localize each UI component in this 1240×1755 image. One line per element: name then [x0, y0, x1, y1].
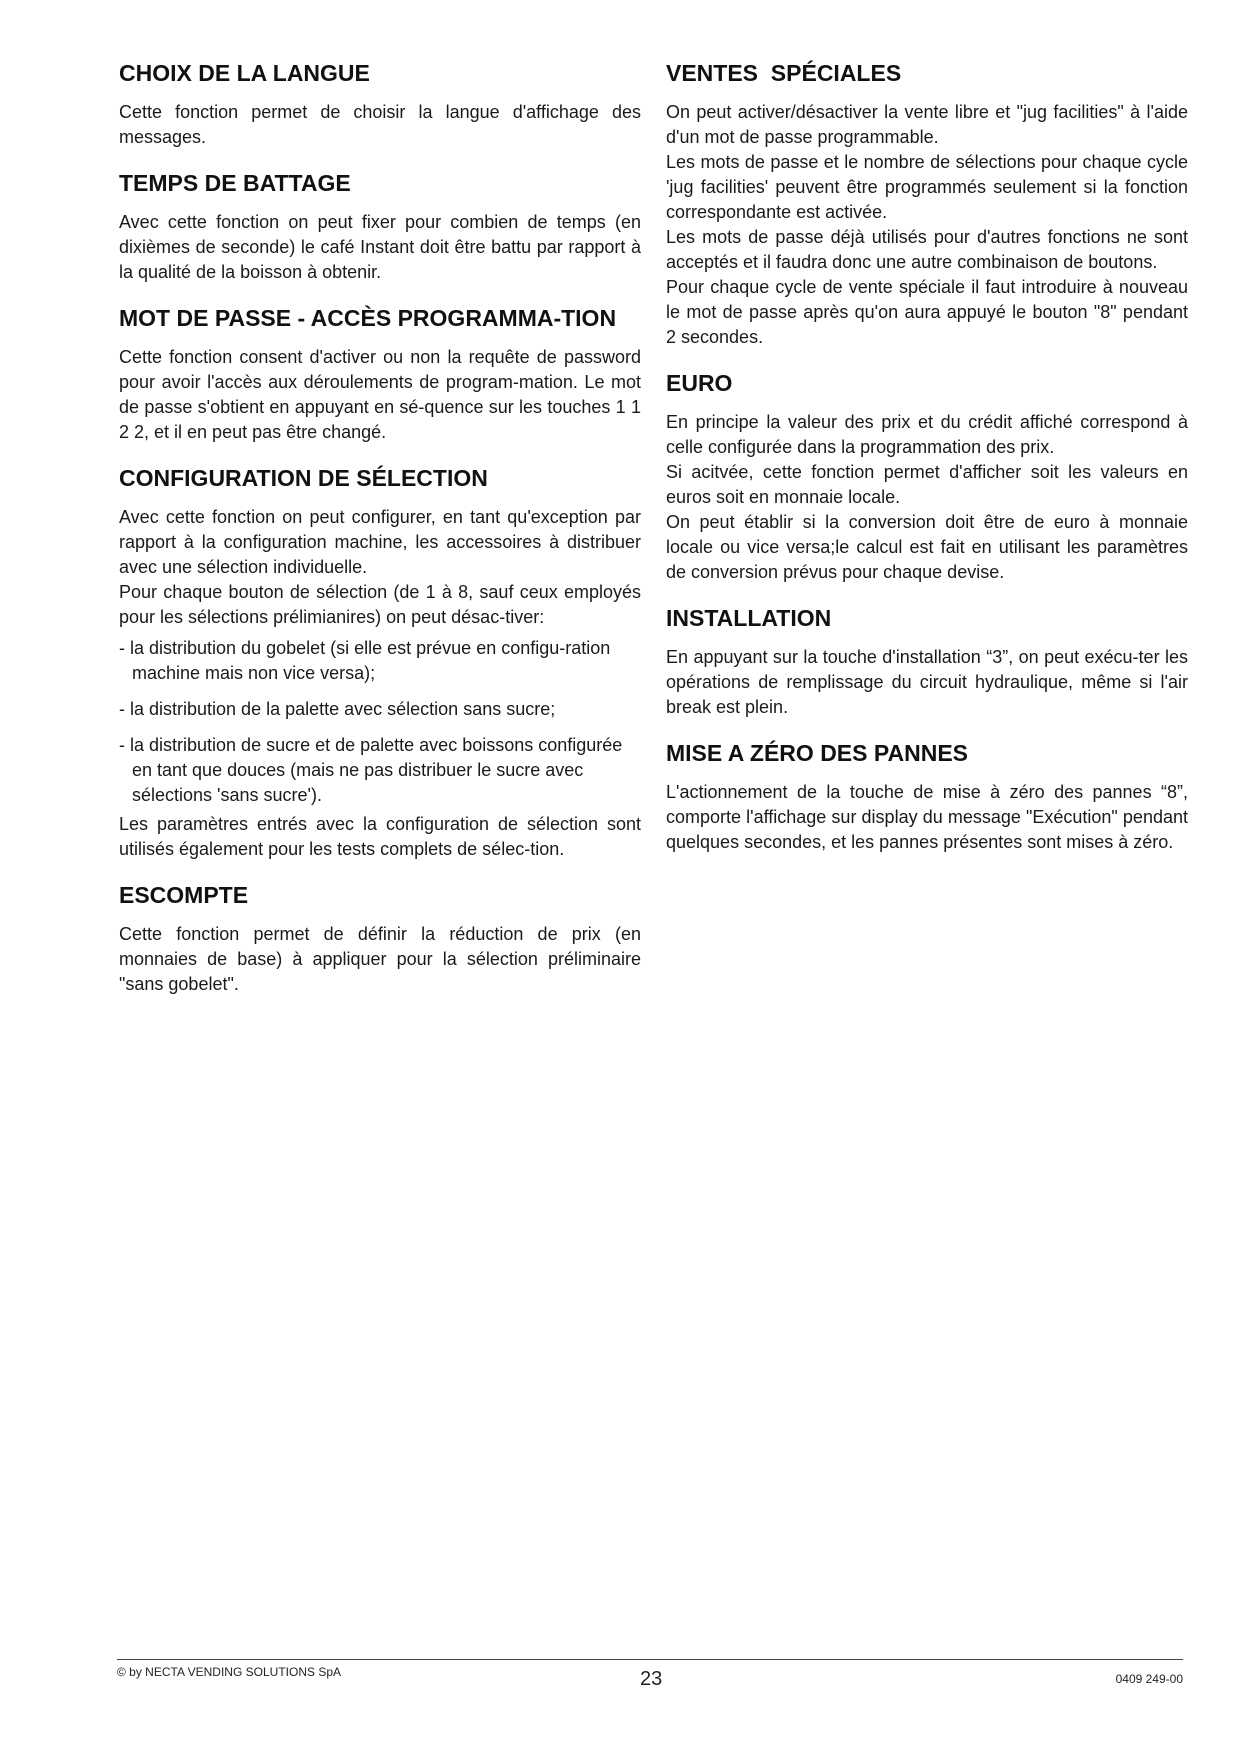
section-paragraph: En appuyant sur la touche d'installation “3”, on peut exécu-ter les opérations de remplissage du circuit hydraulique, même si l'air break est plein.	[666, 647, 1188, 717]
section-heading: TEMPS DE BATTAGE	[119, 170, 351, 196]
footer-doc-code: 0409 249-00	[1115, 1672, 1183, 1686]
footer-divider	[117, 1659, 1183, 1660]
list-item: - la distribution de sucre et de palette avec boissons configurée en tant que douces (mais ne pas distribuer le sucre avec sélections 'sans sucre').	[119, 735, 623, 805]
section-paragraph: Les mots de passe et le nombre de sélections pour chaque cycle 'jug facilities' peuvent être programmés seulement si la fonction correspondante est activée.	[666, 152, 1188, 222]
section-paragraph: On peut activer/désactiver la vente libre et "jug facilities" à l'aide d'un mot de passe programmable.	[666, 102, 1188, 147]
list-item: - la distribution de la palette avec sélection sans sucre;	[119, 699, 556, 719]
section-mot-de-passe	[119, 303, 641, 445]
section-heading: MISE A ZÉRO DES PANNES	[666, 740, 969, 766]
section-temps-battage	[119, 168, 641, 285]
section-heading: EURO	[666, 370, 733, 396]
section-paragraph: Pour chaque cycle de vente spéciale il faut introduire à nouveau le mot de passe après qu'on aura appuyé le bouton "8" pendant 2 secondes.	[666, 277, 1188, 347]
section-paragraph: Pour chaque bouton de sélection (de 1 à 8, sauf ceux employés pour les sélections prélimianires) on peut désac-tiver:	[119, 582, 641, 627]
section-heading: CHOIX DE LA LANGUE	[119, 60, 370, 86]
section-heading: VENTES SPÉCIALES	[666, 60, 902, 86]
section-ventes-speciales	[666, 58, 1188, 350]
dash-list	[119, 636, 641, 808]
section-paragraph: Les paramètres entrés avec la configuration de sélection sont utilisés également pour les tests complets de sélec-tion.	[119, 814, 641, 859]
section-paragraph: Cette fonction permet de choisir la langue d'affichage des messages.	[119, 102, 641, 147]
section-paragraph: Cette fonction consent d'activer ou non la requête de password pour avoir l'accès aux déroulements de program-mation. Le mot de passe s'obtient en appuyant en sé-quence sur les touches 1 1 2 2, et il en peut pas être changé.	[119, 347, 641, 442]
section-paragraph: Avec cette fonction on peut configurer, en tant qu'exception par rapport à la configuration machine, les accessoires à distribuer avec une sélection individuelle.	[119, 507, 641, 577]
section-mise-a-zero	[666, 738, 1188, 855]
section-heading: CONFIGURATION DE SÉLECTION	[119, 465, 488, 491]
section-paragraph: En principe la valeur des prix et du crédit affiché correspond à celle configurée dans la programmation des prix.	[666, 412, 1188, 457]
section-paragraph: Avec cette fonction on peut fixer pour combien de temps (en dixièmes de seconde) le café Instant doit être battu par rapport à la qualité de la boisson à obtenir.	[119, 212, 641, 282]
section-choix-langue	[119, 58, 641, 150]
section-paragraph: L'actionnement de la touche de mise à zéro des pannes “8”, comporte l'affichage sur display du message "Exécution" pendant quelques secondes, et les pannes présentes sont mises à zéro.	[666, 782, 1188, 852]
section-paragraph: On peut établir si la conversion doit être de euro à monnaie locale ou vice versa;le calcul est fait en utilisant les paramètres de conversion prévus pour chaque devise.	[666, 512, 1188, 582]
footer-copyright: © by NECTA VENDING SOLUTIONS SpA	[117, 1665, 342, 1679]
left-column	[119, 58, 641, 1015]
section-installation	[666, 603, 1188, 720]
section-paragraph: Les mots de passe déjà utilisés pour d'autres fonctions ne sont acceptés et il faudra donc une autre combinaison de boutons.	[666, 227, 1188, 272]
page-number: 23	[640, 1668, 663, 1690]
section-configuration-selection	[119, 463, 641, 862]
section-heading: ESCOMPTE	[119, 882, 249, 908]
section-heading: MOT DE PASSE - ACCÈS PROGRAMMA-TION	[119, 305, 617, 331]
right-column	[666, 58, 1188, 873]
section-euro	[666, 368, 1188, 585]
list-item: - la distribution du gobelet (si elle est prévue en configu-ration machine mais non vice versa);	[119, 638, 611, 683]
section-escompte	[119, 880, 641, 997]
section-paragraph: Si acitvée, cette fonction permet d'afficher soit les valeurs en euros soit en monnaie locale.	[666, 462, 1188, 507]
section-heading: INSTALLATION	[666, 605, 832, 631]
section-paragraph: Cette fonction permet de définir la réduction de prix (en monnaies de base) à appliquer pour la sélection préliminaire "sans gobelet".	[119, 924, 641, 994]
